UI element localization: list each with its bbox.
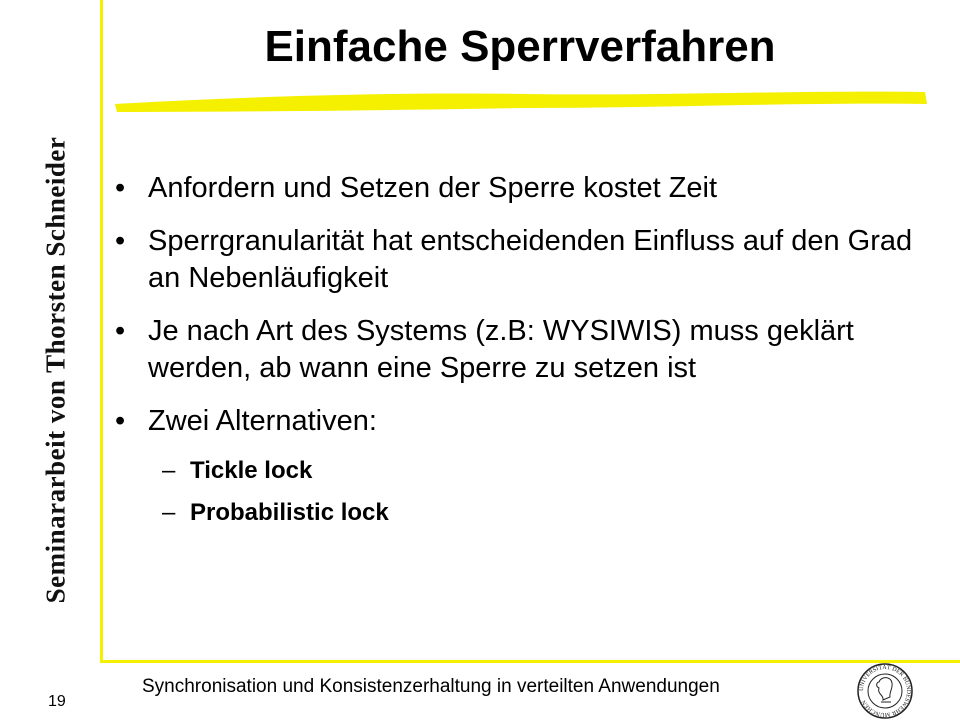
- slide-title: Einfache Sperrverfahren: [264, 22, 776, 71]
- sub-bullet-item: [115, 456, 915, 486]
- dash-marker: –: [162, 457, 176, 484]
- sub-bullet-text: Probabilistic lock: [190, 499, 389, 526]
- bullet-text: Zwei Alternativen:: [148, 405, 377, 437]
- slide-content: [115, 170, 915, 540]
- bullet-marker: •: [115, 225, 126, 257]
- side-author-text: Seminararbeit von Thorsten Schneider: [40, 136, 71, 604]
- bullet-text: Sperrgranularität hat entscheidenden Einfluss auf den Grad an Nebenläufigkeit: [148, 225, 913, 294]
- page-number: 19: [48, 693, 66, 710]
- bullet-text: Anfordern und Setzen der Sperre kostet Zeit: [148, 172, 718, 204]
- sub-bullet-text: Tickle lock: [190, 457, 313, 484]
- seal-text: UNIVERSITÄT DER BUNDESWEHR MÜNCHEN: [858, 664, 912, 718]
- bullet-item: [115, 223, 915, 297]
- university-seal-icon: [853, 662, 917, 720]
- bullet-marker: •: [115, 315, 126, 347]
- bullet-item: [115, 170, 915, 207]
- bullet-text: Je nach Art des Systems (z.B: WYSIWIS) muss geklärt werden, ab wann eine Sperre zu setzen ist: [148, 315, 854, 384]
- bullet-item: [115, 313, 915, 387]
- bullet-marker: •: [115, 405, 126, 437]
- side-divider-line: [100, 0, 103, 660]
- bullet-item: [115, 403, 915, 440]
- footer-text: Synchronisation und Konsistenzerhaltung in verteilten Anwendungen: [142, 676, 720, 697]
- dash-marker: –: [162, 499, 176, 526]
- sub-bullet-item: [115, 498, 915, 528]
- footer-divider-line: [100, 660, 960, 663]
- bullet-marker: •: [115, 172, 126, 204]
- title-highlight-stroke: [105, 78, 935, 118]
